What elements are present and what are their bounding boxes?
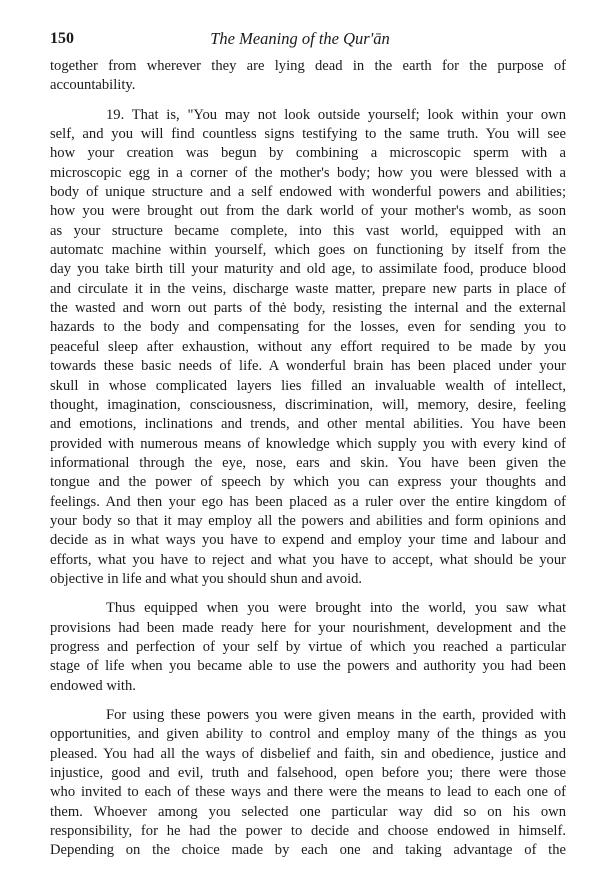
text-line: hazards to the body and compensating for the losses, even for sending you to [50, 319, 566, 336]
text-line: feelings. And then your ego has been placed as a ruler over the entire kingdom of [50, 493, 566, 510]
text-line: tongue and the power of speech by which you can express your thoughts and [50, 474, 566, 491]
text-line: who invited to each of these ways and there were the means to lead to each one of [50, 784, 566, 801]
text-line: them. Whoever among you selected one particular way did so on his own [50, 803, 566, 820]
text-line: how your creation was begun by combining a microscopic sperm with a [50, 145, 566, 162]
text-line: progress and perfection of your self by virtue of which you reached a particular [50, 638, 566, 655]
text-line: provisions had been made ready here for your nourishment, development and the [50, 619, 566, 636]
text-line: decide as in what ways you have to expend and employ your time and labour and [50, 532, 566, 549]
paragraph-note-19 [50, 106, 566, 590]
text-line: body of unique structure and a self endowed with wonderful powers and abilities; [50, 184, 566, 201]
text-line: stage of life when you became able to use the powers and authority you had been [50, 658, 566, 675]
paragraph-for-using [50, 706, 566, 861]
text-line: how you were brought out from the dark world of your mother's womb, as soon [50, 203, 566, 220]
text-line: efforts, what you have to reject and what you have to accept, what should be your [50, 551, 566, 568]
text-line: pleased. You had all the ways of disbelief and faith, sin and obedience, justice and [50, 745, 566, 762]
text-line: 19. That is, "You may not look outside yourself; look within your own [106, 106, 566, 123]
text-line: together from wherever they are lying dead in the earth for the purpose of [50, 58, 566, 74]
text-line: provided with numerous means of knowledge which supply you with every kind of [50, 435, 566, 452]
text-line: injustice, good and evil, truth and falsehood, open before you; there were those [50, 765, 566, 782]
text-line: automatc machine within yourself, which goes on functioning by itself from the [50, 242, 566, 259]
text-line: your body so that it may employ all the powers and abilities and form opinions and [50, 512, 566, 529]
page-number: 150 [50, 30, 74, 47]
paragraph-thus-equipped [50, 599, 566, 696]
text-line: day you take birth till your maturity and old age, to assimilate food, produce blood [50, 261, 566, 278]
paragraph-continuation [50, 57, 566, 96]
text-line: the wasted and worn out parts of thė body, resisting the internal and the external [50, 300, 566, 317]
text-line: Thus equipped when you were brought into the world, you saw what [106, 600, 566, 617]
text-line: towards these basic needs of life. A wonderful brain has been placed under your [50, 358, 566, 375]
text-line: and emotions, inclinations and trends, and other mental abilities. You have been [50, 416, 566, 433]
text-line: For using these powers you were given means in the earth, provided with [106, 707, 566, 723]
text-line: and circulate it in the veins, discharge waste matter, prepare new parts in place of [50, 280, 566, 297]
running-title: The Meaning of the Qur'ān [210, 29, 390, 48]
text-line: opportunities, and given ability to control and employ many of the things as you [50, 726, 566, 743]
text-line: informational through the eye, nose, ears and skin. You have been given the [50, 454, 566, 471]
text-line: as your structure became complete, into this vast world, equipped with an [50, 222, 566, 239]
text-line: microscopic egg in a corner of the mother's body; how you were blessed with a [50, 164, 566, 181]
text-line: endowed with. [50, 677, 136, 694]
text-line: self, and you will find countless signs testifying to the same truth. You will see [50, 126, 566, 143]
text-line: thought, imagination, consciousness, discrimination, will, memory, desire, feeling [50, 396, 566, 413]
text-line: responsibility, for he had the power to decide and choose endowed in himself. [50, 823, 566, 840]
text-line: peaceful sleep after exhaustion, without any effort required to be made by you [50, 338, 566, 355]
text-line: objective in life and what you should shun and avoid. [50, 570, 363, 587]
page-body [50, 57, 566, 861]
text-line: Depending on the choice made by each one and taking advantage of the [50, 842, 566, 859]
text-line: skull in whose complicated layers lies filled an invaluable wealth of intellect, [50, 377, 566, 394]
text-line: accountability. [50, 77, 136, 94]
